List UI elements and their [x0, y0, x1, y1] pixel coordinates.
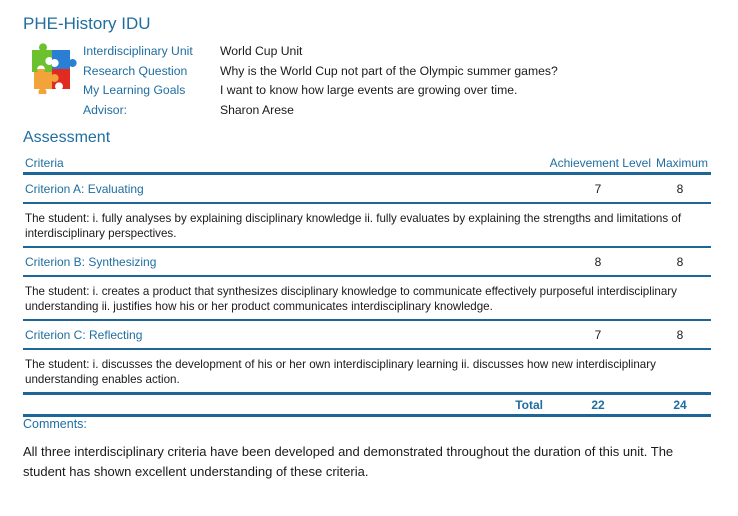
criterion-row [23, 248, 711, 277]
column-header-criteria: Criteria [25, 155, 64, 170]
comments-label: Comments: [23, 417, 87, 431]
criterion-row [23, 175, 711, 204]
column-header-maximum: Maximum [655, 155, 708, 170]
meta-row-research-question [83, 61, 558, 81]
achievement-level: 8 [594, 254, 602, 269]
criterion-description: The student: i. discusses the development of his or her own interdisciplinary learning ii. discusses how new interdisciplinary understanding enables action. [23, 350, 711, 395]
page-title: PHE-History IDU [23, 14, 151, 33]
total-maximum: 24 [673, 397, 687, 412]
achievement-level: 7 [594, 181, 602, 196]
maximum-level: 8 [676, 181, 684, 196]
meta-value: Why is the World Cup not part of the Olympic summer games? [220, 63, 558, 78]
meta-row-learning-goals [83, 80, 558, 100]
meta-row-advisor [83, 100, 558, 120]
comments-text: All three interdisciplinary criteria have been developed and demonstrated throughout the duration of this unit. The student has shown excellent understanding of these criteria. [23, 444, 674, 479]
puzzle-pieces-icon [26, 42, 78, 94]
meta-value: I want to know how large events are growing over time. [220, 83, 518, 98]
criterion-name: Criterion C: Reflecting [25, 327, 143, 342]
criterion-name: Criterion A: Evaluating [25, 181, 144, 196]
achievement-level: 7 [594, 327, 602, 342]
column-header-achievement: Achievement Level [549, 155, 651, 170]
assessment-table [23, 153, 711, 417]
total-achievement: 22 [591, 397, 605, 412]
criterion-description: The student: i. fully analyses by explaining disciplinary knowledge ii. fully evaluates by explaining the strengths and limitations of interdisciplinary perspectives. [23, 204, 711, 248]
criterion-description: The student: i. creates a product that synthesizes disciplinary knowledge to communicate effectively purposeful interdisciplinary understanding ii. justifies how his or her product communicates interdisciplinary knowledge. [23, 277, 711, 321]
meta-row-unit [83, 41, 558, 61]
meta-label: Advisor: [83, 102, 128, 117]
maximum-level: 8 [676, 254, 684, 269]
meta-value: World Cup Unit [220, 43, 303, 58]
table-header [23, 153, 711, 175]
maximum-level: 8 [676, 327, 684, 342]
meta-label: My Learning Goals [83, 83, 186, 98]
assessment-title: Assessment [23, 129, 111, 146]
meta-label: Interdisciplinary Unit [83, 43, 193, 58]
criterion-row [23, 321, 711, 350]
total-row [23, 395, 711, 417]
total-label: Total [515, 397, 543, 412]
unit-info [83, 41, 558, 120]
meta-label: Research Question [83, 63, 188, 78]
criterion-name: Criterion B: Synthesizing [25, 254, 157, 269]
meta-value: Sharon Arese [220, 102, 294, 117]
